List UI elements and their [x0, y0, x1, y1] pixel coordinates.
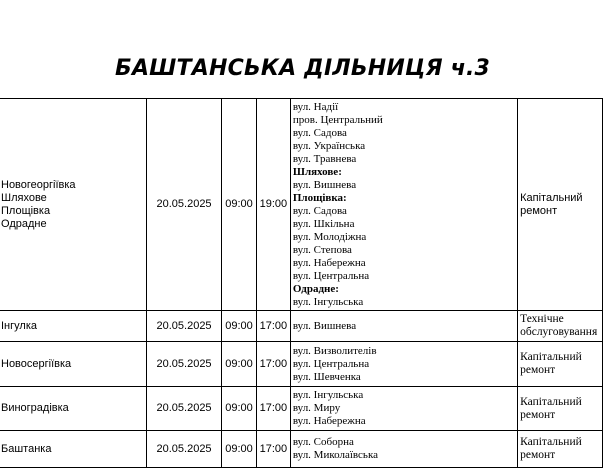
work-type-cell [518, 342, 603, 387]
table-row [0, 342, 603, 387]
date-cell: 20.05.2025 [146, 431, 221, 468]
street-name: вул. Визволителів [292, 344, 377, 357]
village-name: Виноградівка [1, 402, 69, 414]
village-name: Інгулка [1, 319, 37, 332]
street-name: вул. Центральна [292, 269, 370, 282]
street-name: вул. Садова [292, 126, 347, 139]
village-cell [0, 342, 146, 387]
village-group-heading: Площівка: [292, 191, 347, 204]
street-name: вул. Миколаївська [292, 449, 379, 461]
village-name: Площівка [1, 204, 51, 217]
start-time-cell: 09:00 [222, 431, 257, 468]
village-name: Новогеоргіївка [1, 178, 76, 191]
date-cell: 20.05.2025 [146, 99, 221, 311]
work-type-text: ремонт [520, 408, 556, 421]
village-cell [0, 387, 146, 431]
table-row [0, 311, 603, 342]
date-cell: 20.05.2025 [146, 342, 221, 387]
end-time-cell: 17:00 [256, 311, 290, 342]
work-type-text: Капітальний [520, 395, 582, 408]
village-group-heading: Одрадне: [292, 282, 339, 295]
work-type-cell [518, 99, 603, 311]
table-row [0, 431, 603, 468]
street-name: вул. Шевченка [292, 370, 361, 383]
work-type-cell [518, 387, 603, 431]
table-row [0, 387, 603, 431]
street-name: вул. Вишнева [292, 178, 357, 191]
work-type-text: ремонт [520, 364, 556, 376]
page-title: БАШТАНСЬКА ДІЛЬНИЦЯ ч.3 [114, 56, 491, 81]
village-cell [0, 99, 146, 311]
street-name: вул. Садова [292, 204, 347, 217]
streets-cell [290, 311, 517, 342]
street-name: вул. Соборна [292, 436, 354, 448]
village-name: Новосергіївка [1, 357, 72, 370]
street-name: вул. Набережна [292, 256, 366, 269]
outage-schedule-table [0, 98, 603, 468]
street-name: вул. Молодіжна [292, 230, 367, 243]
street-name: вул. Вишнева [292, 319, 357, 332]
end-time-cell: 17:00 [256, 431, 290, 468]
street-name: вул. Степова [292, 243, 352, 256]
work-type-text: обслуговування [520, 326, 598, 338]
date-cell: 20.05.2025 [146, 387, 221, 431]
streets-cell [290, 342, 517, 387]
street-name: вул. Шкільна [292, 217, 355, 230]
street-name: вул. Українська [292, 139, 366, 152]
street-name: вул. Набережна [292, 415, 366, 427]
village-cell [0, 311, 146, 342]
street-name: вул. Центральна [292, 357, 370, 370]
street-name: вул. Інгульська [292, 389, 364, 401]
work-type-text: ремонт [520, 449, 556, 461]
work-type-text: Технічне [520, 313, 564, 325]
work-type-text: Капітальний [520, 436, 582, 448]
village-cell [0, 431, 146, 468]
village-name: Одрадне [1, 217, 47, 230]
work-type-text: ремонт [520, 204, 558, 217]
end-time-cell: 17:00 [256, 342, 290, 387]
village-group-heading: Шляхове: [292, 165, 342, 178]
streets-cell [290, 387, 517, 431]
street-name: вул. Травнева [292, 152, 357, 165]
work-type-cell [518, 431, 603, 468]
village-name: Шляхове [1, 191, 47, 204]
start-time-cell: 09:00 [222, 99, 257, 311]
streets-cell [290, 99, 517, 311]
start-time-cell: 09:00 [222, 342, 257, 387]
end-time-cell: 19:00 [256, 99, 290, 311]
streets-cell [290, 431, 517, 468]
table-row [0, 99, 603, 311]
end-time-cell: 17:00 [256, 387, 290, 431]
street-name: пров. Центральний [292, 113, 383, 126]
street-name: вул. Миру [292, 402, 341, 414]
village-name: Баштанка [1, 442, 52, 455]
start-time-cell: 09:00 [222, 311, 257, 342]
street-name: вул. Інгульська [292, 295, 364, 308]
work-type-cell [518, 311, 603, 342]
date-cell: 20.05.2025 [146, 311, 221, 342]
work-type-text: Капітальний [520, 191, 583, 204]
street-name: вул. Надії [292, 100, 339, 113]
work-type-text: Капітальний [520, 351, 582, 363]
start-time-cell: 09:00 [222, 387, 257, 431]
